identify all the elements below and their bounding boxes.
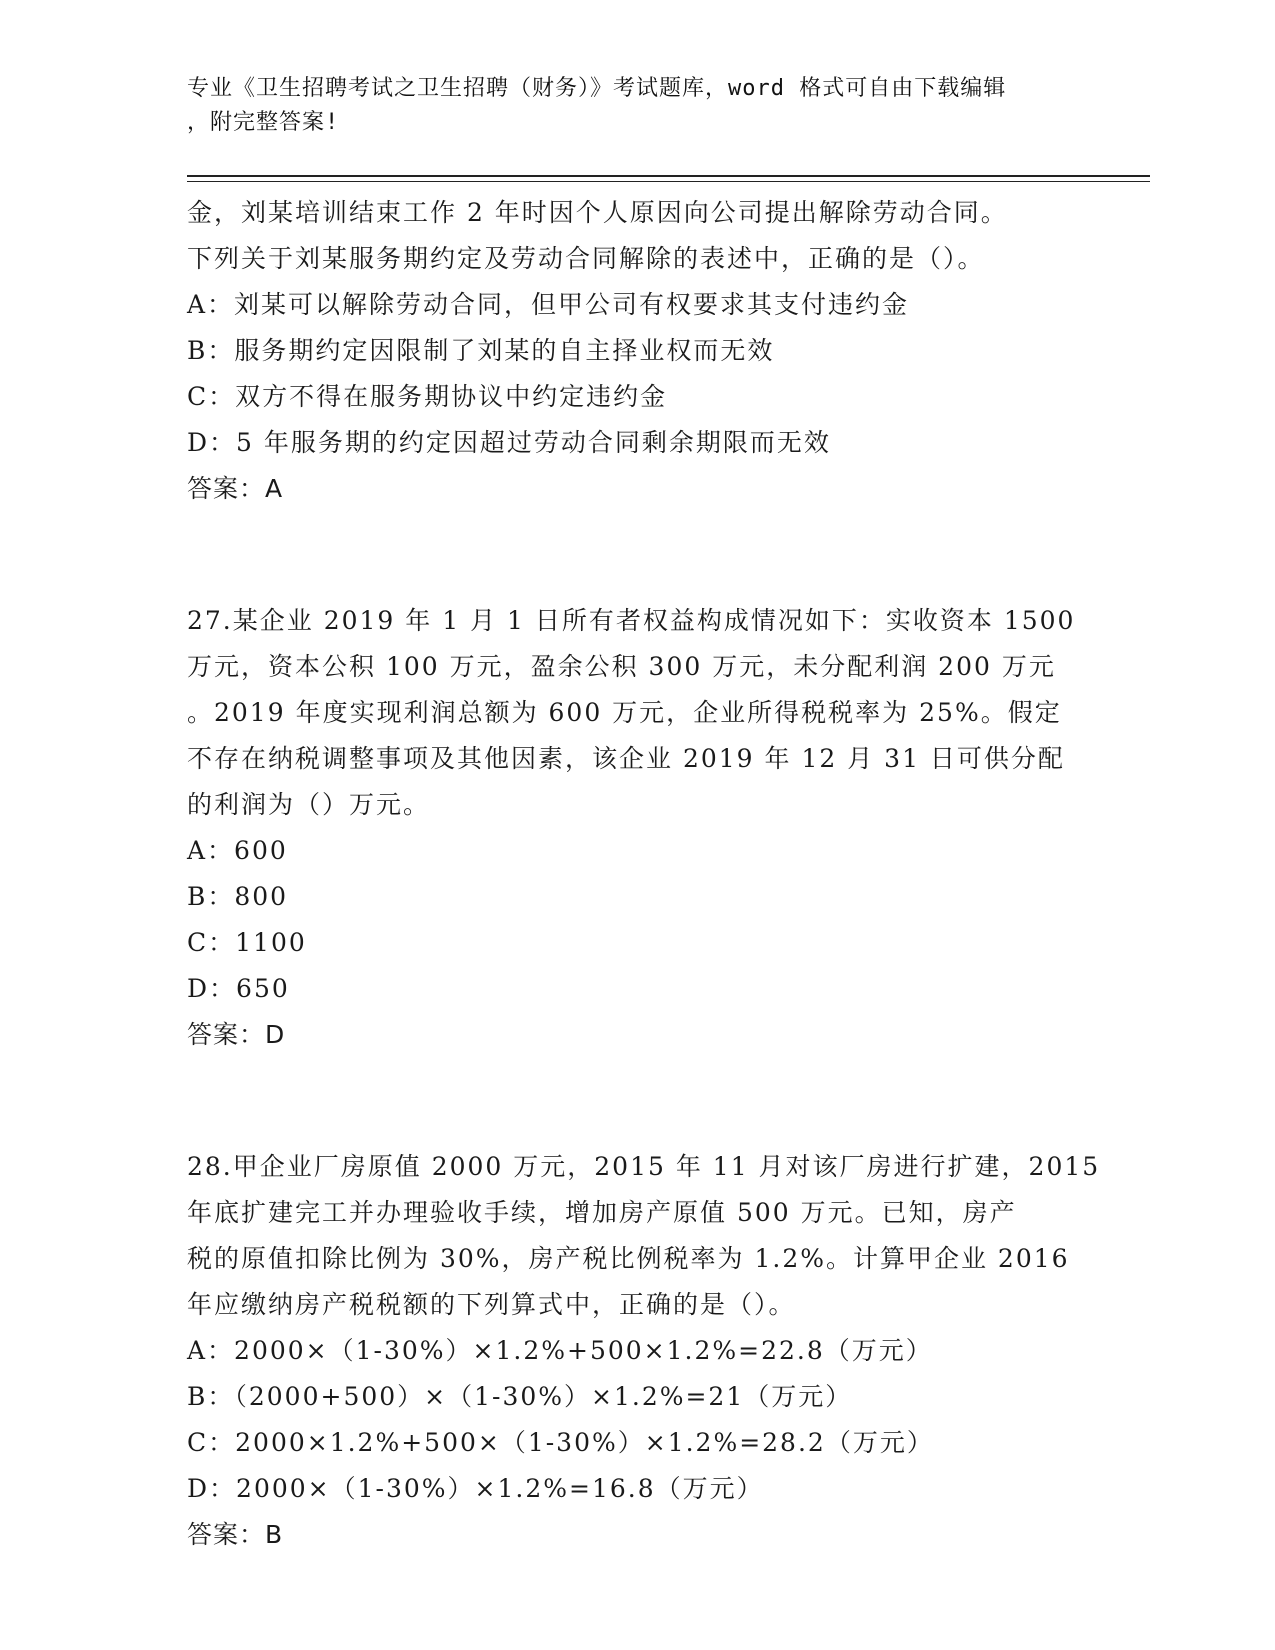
- option-c: C：2000×1.2%+500×（1-30%）×1.2%=28.2（万元）: [187, 1428, 934, 1457]
- question-26: [187, 190, 1087, 512]
- option-b: B：（2000+500）×（1-30%）×1.2%=21（万元）: [187, 1382, 853, 1411]
- header-title-line-2: ，附完整答案!: [187, 110, 340, 135]
- question-text-line: 的利润为（）万元。: [187, 790, 431, 819]
- option-a: A：600: [187, 836, 288, 865]
- option-a: A：刘某可以解除劳动合同，但甲公司有权要求其支付违约金: [187, 290, 910, 319]
- question-content: [187, 190, 1101, 1558]
- question-spacer: [187, 1058, 1087, 1144]
- answer-label: 答案：B: [187, 1520, 284, 1549]
- question-text-line: 税的原值扣除比例为 30%，房产税比例税率为 1.2%。计算甲企业 2016: [187, 1244, 1070, 1273]
- option-c: C：1100: [187, 928, 307, 957]
- question-text-line: 。2019 年度实现利润总额为 600 万元，企业所得税税率为 25%。假定: [187, 698, 1062, 727]
- question-spacer: [187, 512, 1087, 598]
- document-header: [187, 72, 1087, 140]
- question-text-line: 不存在纳税调整事项及其他因素，该企业 2019 年 12 月 31 日可供分配: [187, 744, 1065, 773]
- question-text-line: 28.甲企业厂房原值 2000 万元，2015 年 11 月对该厂房进行扩建，2015: [187, 1152, 1101, 1181]
- option-d: D：5 年服务期的约定因超过劳动合同剩余期限而无效: [187, 428, 831, 457]
- option-a: A：2000×（1-30%）×1.2%+500×1.2%=22.8（万元）: [187, 1336, 933, 1365]
- option-b: B：服务期约定因限制了刘某的自主择业权而无效: [187, 336, 775, 365]
- question-27: [187, 598, 1087, 1058]
- question-text-line: 年应缴纳房产税税额的下列算式中，正确的是（）。: [187, 1290, 796, 1319]
- header-title-line-1: 专业《卫生招聘考试之卫生招聘（财务）》考试题库，word 格式可自由下载编辑: [187, 76, 1007, 101]
- option-d: D：2000×（1-30%）×1.2%=16.8（万元）: [187, 1474, 764, 1503]
- question-28: [187, 1144, 1101, 1558]
- answer-label: 答案：A: [187, 474, 284, 503]
- question-text-line: 年底扩建完工并办理验收手续，增加房产原值 500 万元。已知，房产: [187, 1198, 1017, 1227]
- question-text-line: 下列关于刘某服务期约定及劳动合同解除的表述中，正确的是（）。: [187, 244, 985, 273]
- question-text-line: 万元，资本公积 100 万元，盈余公积 300 万元，未分配利润 200 万元: [187, 652, 1056, 681]
- header-divider-thick: [187, 175, 1150, 177]
- option-d: D：650: [187, 974, 290, 1003]
- question-text-line: 金，刘某培训结束工作 2 年时因个人原因向公司提出解除劳动合同。: [187, 198, 1008, 227]
- answer-label: 答案：D: [187, 1020, 286, 1049]
- header-divider-thin: [187, 181, 1150, 182]
- question-text-line: 27.某企业 2019 年 1 月 1 日所有者权益构成情况如下：实收资本 1500: [187, 606, 1076, 635]
- option-b: B：800: [187, 882, 289, 911]
- option-c: C：双方不得在服务期协议中约定违约金: [187, 382, 668, 411]
